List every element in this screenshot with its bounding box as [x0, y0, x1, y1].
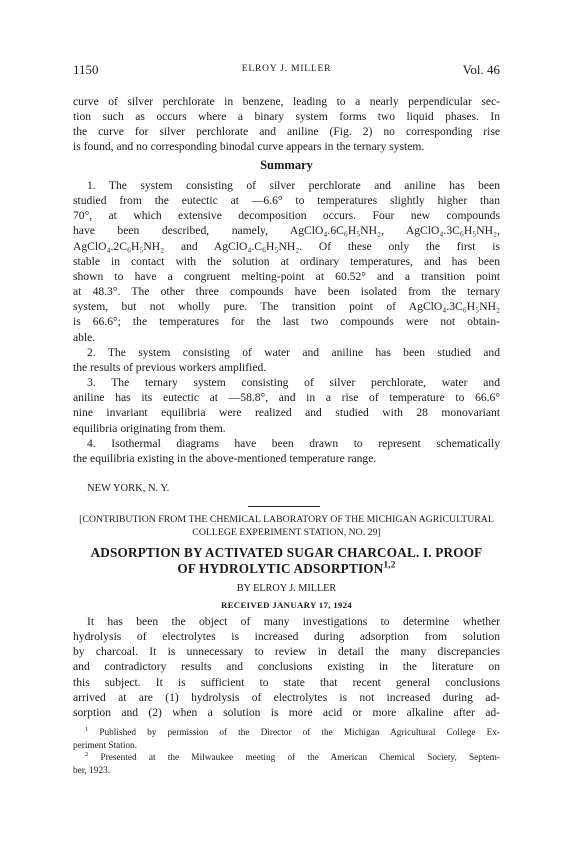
footnote-mark: 1 [85, 725, 89, 733]
volume-number: Vol. 46 [462, 62, 500, 77]
place-line: NEW YORK, N. Y. [87, 483, 170, 494]
text-line: equilibria originating from them. [73, 421, 226, 435]
received-wrap [73, 600, 500, 610]
text-line: at 48.3°. The other three compounds have been isolated from the ternary [73, 285, 500, 299]
text-line: and contradictory results and conclusions existing in the literature on [73, 660, 500, 674]
text-line: by charcoal. It is unnecessary to review in detail the many discrepancies [73, 645, 500, 659]
footnote-1 [73, 727, 500, 740]
footnote-2-cont: ber, 1923. [73, 765, 111, 776]
received-date: RECEIVED JANUARY 17, 1924 [220, 600, 352, 610]
text-line: able. [73, 330, 96, 344]
summary-heading-wrap [73, 158, 500, 173]
footnote-mark: 2 [85, 750, 89, 758]
footnote-2 [73, 752, 500, 765]
article-title [73, 545, 500, 577]
footnote-reference: 1,2 [383, 559, 396, 570]
text-line: this subject. It is sufficient to state that recent general conclusions [73, 675, 500, 689]
place-line-wrap [73, 483, 500, 494]
footnotes [73, 727, 500, 777]
summary-item-3 [73, 375, 500, 436]
text-line: 2. The system consisting of water and aniline has been studied and [87, 345, 500, 359]
text-line: 4. Isothermal diagrams have been drawn to represent schematically [87, 436, 500, 450]
intro-paragraph [73, 94, 500, 155]
text-line: It has been the object of many investigations to determine whether [87, 615, 500, 628]
text-line: hydrolysis of electrolytes is increased during adsorption from solution [73, 630, 500, 644]
text-line: nine invariant equilibria were realized and studied with 28 monovariant [73, 406, 500, 420]
text-line: the curve for silver perchlorate and aniline (Fig. 2) no corresponding rise [73, 125, 500, 139]
footnote-1-cont: periment Station. [73, 740, 138, 751]
running-title: ELROY J. MILLER [241, 64, 332, 74]
text-line: the equilibria existing in the above-mentioned temperature range. [73, 451, 377, 465]
text-line: aniline has its eutectic at —58.8°, and in a rise of temperature to 66.6° [73, 391, 500, 405]
summary-item-1 [73, 178, 500, 345]
article-title-line: ADSORPTION BY ACTIVATED SUGAR CHARCOAL. I. PROOF [90, 545, 483, 560]
summary-item-2 [73, 345, 500, 375]
summary-item-4 [73, 436, 500, 466]
summary-section [73, 178, 500, 466]
text-line: 3. The ternary system consisting of silver perchlorate, water and [87, 376, 500, 390]
footnote-text: Presented at the Milwaukee meeting of the American Chemical Society, Septem- [100, 753, 500, 763]
text-line: have been described, namely, AgClO₄.6C₆H₅NH₂, AgClO₄.3C₆H₅NH₂, [73, 224, 500, 238]
article-title-line [73, 561, 500, 577]
text-line: 70°, at which extensive decomposition occurs. Four new compounds [73, 209, 500, 223]
section-divider [248, 506, 320, 507]
text-line: shown to have a congruent melting-point at 60.52° and a transition point [73, 269, 500, 283]
text-line: sorption and (2) when a solution is more acid or more alkaline after ad- [73, 705, 500, 719]
footnote-text: Published by permission of the Director of the Michigan Agricultural College Ex- [99, 728, 500, 738]
text-line: stable in contact with the solution at ordinary temperatures, and has been [73, 254, 500, 268]
running-header [73, 62, 500, 80]
text-line: AgClO₄.2C₆H₅NH₂ and AgClO₄.C₆H₅NH₂. Of these only the first is [73, 239, 500, 253]
contribution-note [73, 513, 500, 539]
text-line: is found, and no corresponding binodal curve appears in the ternary system. [73, 140, 425, 154]
text-line: is 66.6°; the temperatures for the last two compounds were not obtain- [73, 315, 500, 329]
text-line: arrived at are (1) hydrolysis of electrolytes is not increased during ad- [73, 690, 500, 704]
text-line: 1. The system consisting of silver perchlorate and aniline has been [87, 179, 500, 192]
contribution-line: [CONTRIBUTION FROM THE CHEMICAL LABORATORY OF THE MICHIGAN AGRICULTURAL [79, 514, 494, 525]
contribution-line: COLLEGE EXPERIMENT STATION, NO. 29] [192, 527, 381, 538]
summary-heading: Summary [260, 158, 313, 172]
text-line: curve of silver perchlorate in benzene, leading to a nearly perpendicular sec- [73, 95, 500, 108]
article-body [73, 614, 500, 720]
text-line: system, but not wholly pure. The transition point of AgClO₄.3C₆H₅NH₂ [73, 300, 500, 314]
text-line: studied from the eutectic at —6.6° to temperatures slightly higher than [73, 194, 500, 208]
author-byline: BY ELROY J. MILLER [236, 583, 337, 594]
byline-wrap [73, 583, 500, 594]
page-number: 1150 [73, 62, 99, 77]
text-line: tion such as occurs where a binary system forms two liquid phases. In [73, 110, 500, 124]
text-line: the results of previous workers amplified. [73, 360, 267, 374]
article-title-text: OF HYDROLYTIC ADSORPTION [177, 561, 384, 576]
